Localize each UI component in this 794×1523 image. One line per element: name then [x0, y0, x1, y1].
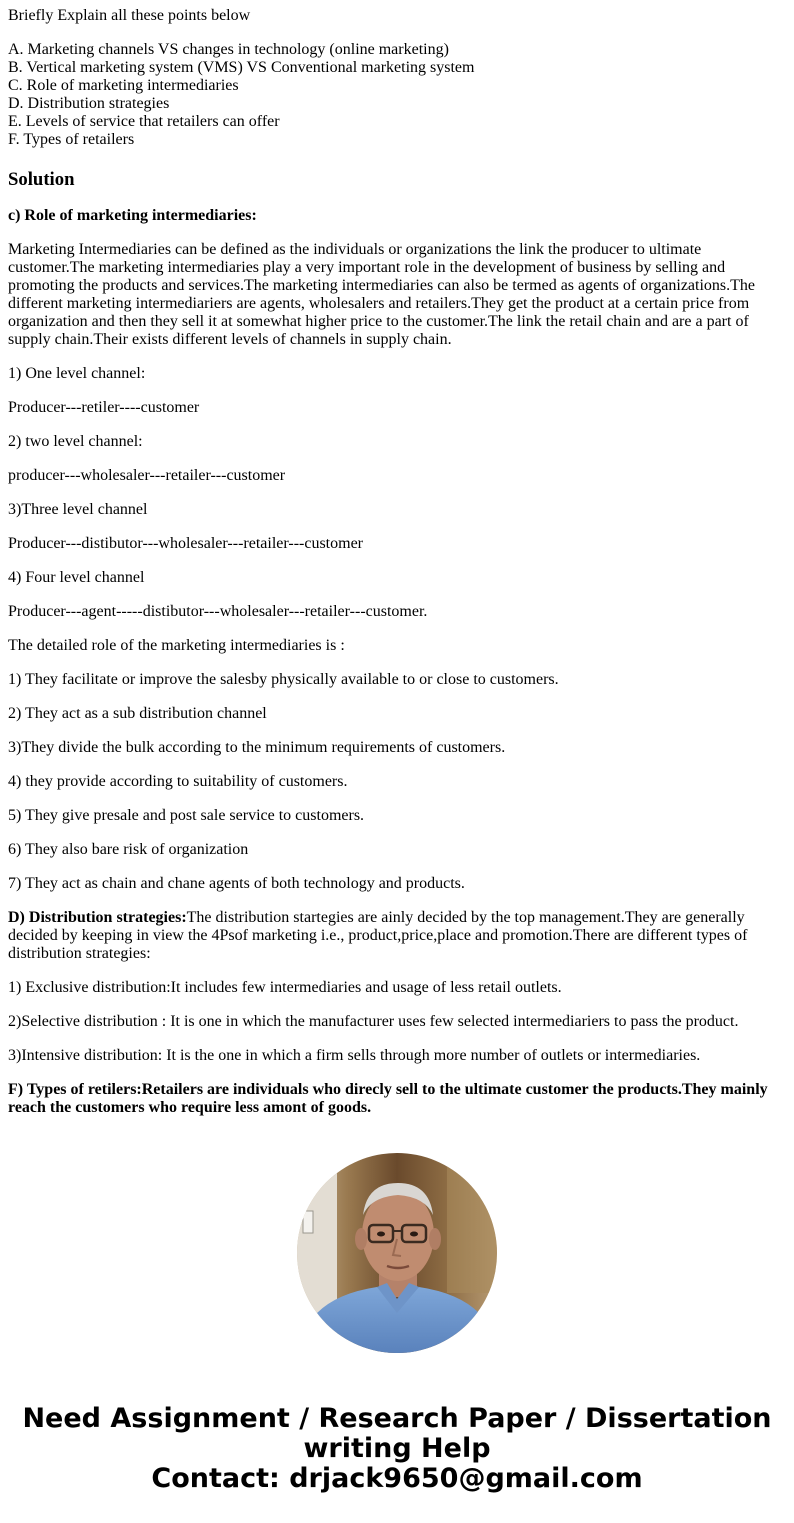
question-list	[8, 41, 768, 149]
channel-level-chain: Producer---distibutor---wholesaler---retailer---customer	[8, 535, 363, 552]
role-item: 4) they provide according to suitability of customers.	[8, 773, 348, 790]
contact-banner	[0, 1404, 794, 1494]
question-item: C. Role of marketing intermediaries	[8, 77, 239, 94]
section-c-paragraph: Marketing Intermediaries can be defined as the individuals or organizations the link the producer to ultimate customer.The marketing intermediaries play a very important role in the development of business by selling and promoting the products and services.The marketing intermediaries can also be termed as agents of organizations.The different marketing intermediariers are agents, wholesalers and retailers.They get the product at a certain price from organization and then they sell it at somewhat higher price to the customer.The link the retail chain and are a part of supply chain.Their exists different levels of channels in supply chain.	[8, 241, 756, 348]
question-item: F. Types of retailers	[8, 131, 135, 148]
solution-heading: Solution	[8, 169, 75, 190]
role-intro: The detailed role of the marketing intermediaries is :	[8, 637, 345, 654]
author-avatar	[297, 1153, 497, 1353]
role-item: 6) They also bare risk of organization	[8, 841, 249, 858]
question-item: D. Distribution strategies	[8, 95, 170, 112]
banner-line: Need Assignment / Research Paper / Dissertation	[22, 1403, 772, 1434]
role-item: 3)They divide the bulk according to the minimum requirements of customers.	[8, 739, 506, 756]
document-body	[8, 7, 768, 1133]
channel-level-chain: Producer---agent-----distibutor---wholesaler---retailer---customer.	[8, 603, 428, 620]
question-item: B. Vertical marketing system (VMS) VS Conventional marketing system	[8, 59, 475, 76]
banner-line: writing Help	[303, 1433, 491, 1464]
banner-contact: Contact: drjack9650@gmail.com	[151, 1463, 643, 1494]
role-item: 5) They give presale and post sale service to customers.	[8, 807, 365, 824]
channel-level-chain: Producer---retiler----customer	[8, 399, 200, 416]
section-c-heading: c) Role of marketing intermediaries:	[8, 207, 257, 224]
section-d-paragraph	[8, 909, 768, 963]
question-intro: Briefly Explain all these points below	[8, 7, 251, 24]
strategy-item: 2)Selective distribution : It is one in which the manufacturer uses few selected intermediariers to pass the product.	[8, 1013, 739, 1030]
channel-level-label: 2) two level channel:	[8, 433, 143, 450]
channel-level-label: 3)Three level channel	[8, 501, 148, 518]
strategy-item: 3)Intensive distribution: It is the one in which a firm sells through more number of outlets or intermediaries.	[8, 1047, 701, 1064]
section-d-heading: D) Distribution strategies:	[8, 909, 187, 926]
channel-level-chain: producer---wholesaler---retailer---customer	[8, 467, 286, 484]
channel-level-label: 1) One level channel:	[8, 365, 146, 382]
question-item: A. Marketing channels VS changes in technology (online marketing)	[8, 41, 449, 58]
role-item: 7) They act as chain and chane agents of both technology and products.	[8, 875, 465, 892]
role-item: 2) They act as a sub distribution channel	[8, 705, 267, 722]
role-item: 1) They facilitate or improve the salesby physically available to or close to customers.	[8, 671, 559, 688]
strategy-item: 1) Exclusive distribution:It includes few intermediaries and usage of less retail outlets.	[8, 979, 562, 996]
question-item: E. Levels of service that retailers can offer	[8, 113, 280, 130]
section-d-text: The distribution startegies are ainly decided by the top management.They are generally decided by keeping in view the 4Psof marketing i.e., product,price,place and promotion.There are different types of distribution strategies:	[8, 909, 748, 962]
section-f-text: F) Types of retilers:Retailers are individuals who direcly sell to the ultimate customer the products.They mainly reach the customers who require less amont of goods.	[8, 1081, 768, 1116]
channel-level-label: 4) Four level channel	[8, 569, 145, 586]
